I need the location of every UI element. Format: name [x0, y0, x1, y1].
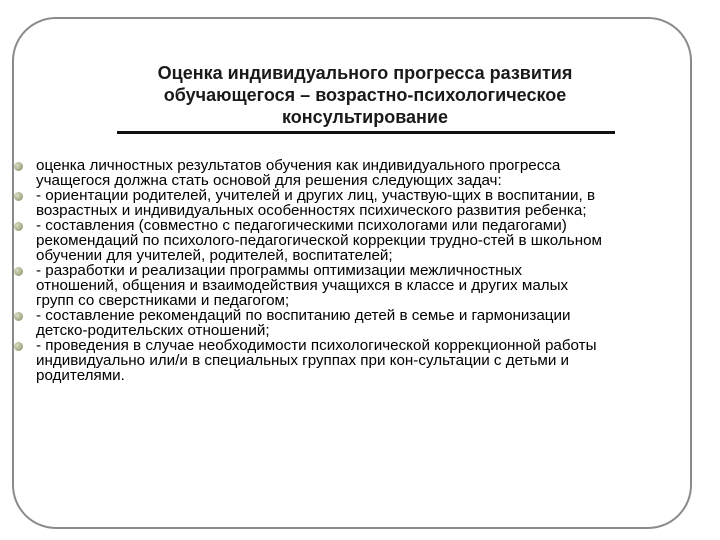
list-item-line: - проведения в случае необходимости психологической коррекционной работы — [36, 337, 597, 355]
title-line: консультирование — [282, 107, 448, 127]
list-item-line: - составление рекомендаций по воспитанию детей в семье и гармонизации — [36, 306, 571, 324]
bullet-dot-icon — [14, 222, 23, 231]
list-item — [14, 189, 704, 219]
list-item-line: родителями. — [36, 366, 125, 384]
list-item — [14, 264, 704, 308]
list-item — [14, 306, 704, 339]
list-item-line: детско-родительских отношений; — [36, 321, 270, 339]
list-item-line: индивидуально или/и в специальных группах при кон-сультации с детьми и — [36, 351, 570, 369]
list-item-line: групп со сверстниками и педагогом; — [36, 291, 290, 309]
list-item — [14, 219, 704, 263]
title-line: обучающегося – возрастно-психологическое — [163, 85, 567, 105]
bullet-dot-icon — [14, 312, 23, 321]
list-item-line: - ориентации родителей, учителей и других лиц, участвую-щих в воспитании, в — [36, 187, 596, 205]
list-item-line: обучении для учителей, родителей, воспитателей; — [36, 246, 393, 264]
list-item-line: рекомендаций по психолого-педагогической коррекции трудно-стей в школьном — [36, 231, 602, 249]
bullet-dot-icon — [14, 162, 23, 171]
list-item — [14, 159, 704, 189]
bullet-list — [14, 159, 704, 384]
list-item-line: - составления (совместно с педагогическими психологами или педагогами) — [36, 217, 567, 235]
list-item-line: оценка личностных результатов обучения как индивидуального прогресса — [36, 157, 561, 174]
bullet-dot-icon — [14, 342, 23, 351]
list-item-line: отношений, общения и взаимодействия учащихся в классе и других малых — [36, 276, 569, 294]
title-line: Оценка индивидуального прогресса развития — [157, 63, 573, 83]
list-item — [14, 339, 704, 383]
list-item-line: - разработки и реализации программы оптимизации межличностных — [36, 262, 522, 280]
bullet-dot-icon — [14, 267, 23, 276]
title-underline — [117, 131, 615, 134]
bullet-dot-icon — [14, 192, 23, 201]
list-item-line: возрастных и индивидуальных особенностях психического развития ребенка; — [36, 201, 587, 219]
slide-title — [85, 62, 645, 128]
list-item-line: учащегося должна стать основой для решения следующих задач: — [36, 171, 502, 189]
